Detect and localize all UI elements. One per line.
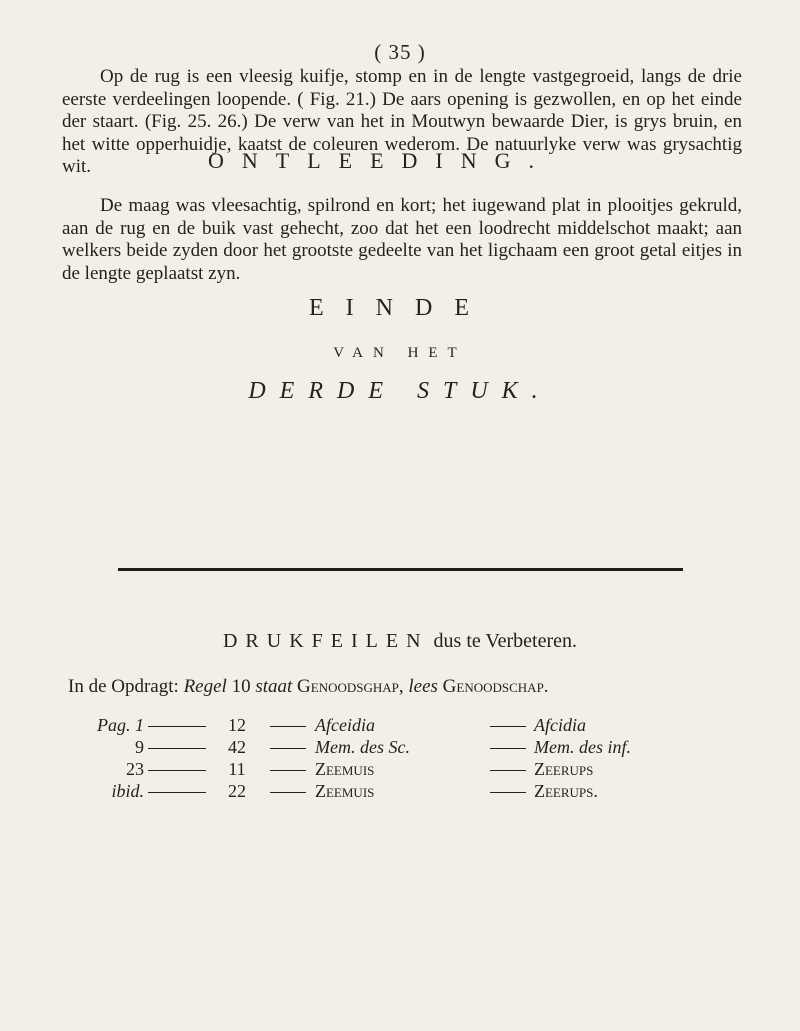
intro-regel: Regel (183, 676, 227, 697)
errata-wrong: Zeemuis (315, 781, 375, 801)
errata-row (0, 737, 800, 759)
intro-right: Genoodschap. (442, 676, 549, 697)
intro-wrong: Genoodsghap, (297, 676, 404, 697)
errata-intro (68, 676, 768, 698)
errata-line: 11 (228, 759, 246, 779)
end-title: EINDE (309, 295, 491, 321)
intro-staat: staat (255, 676, 293, 697)
intro-num: 10 (231, 676, 251, 697)
intro-lees: lees (408, 676, 438, 697)
end-subtitle: VAN HET (333, 345, 467, 361)
errata-right: Mem. des inf. (534, 737, 631, 757)
intro-label: In de Opdragt: (68, 676, 179, 697)
errata-title (0, 630, 800, 653)
errata-right: Zeerups (534, 759, 594, 779)
errata-wrong: Mem. des Sc. (315, 737, 410, 757)
errata-row (0, 715, 800, 737)
page-number: ( 35 ) (374, 40, 426, 64)
paragraph-dissection: De maag was vleesachtig, spilrond en kort; het iugewand plat in plooitjes gekruld, aan de rug en de buik vast gehecht, zoo dat het een loodrecht middelschot maakt; aan welkers beide zyden door het grootste gedeelte van het ligchaam een groot getal eitjes in de lengte geplaatst zyn. (62, 195, 742, 284)
errata-page: 23 (126, 759, 144, 779)
errata-right: Afcidia (534, 715, 586, 735)
end-part: DERDE STUK. (248, 378, 552, 404)
errata-page: ibid. (111, 781, 144, 801)
errata-line: 22 (228, 781, 246, 801)
paragraph-description: Op de rug is een vleesig kuifje, stomp en in de lengte vastgegroeid, langs de drie eerste verdeelingen loopende. ( Fig. 21.) De aars opening is gezwollen, en op het einde der staart. (Fig. 25. 26.) De verw van het in Moutwyn bewaarde Dier, is grys bruin, en het witte opperhuidje, kaatst de coleuren wederom. De natuurlyke verw was grysachtig wit. (62, 66, 742, 177)
errata-row (0, 781, 800, 803)
errata-title-main: DRUKFEILEN (222, 630, 429, 652)
errata-page: 9 (135, 737, 144, 757)
section-heading: ONTLEEDING. (207, 148, 553, 173)
errata-line: 12 (228, 715, 246, 735)
errata-wrong: Zeemuis (315, 759, 375, 779)
errata-page: Pag. 1 (97, 715, 144, 735)
errata-right: Zeerups. (534, 781, 598, 801)
errata-wrong: Afceidia (315, 715, 375, 735)
divider-rule (118, 568, 683, 571)
errata-line: 42 (228, 737, 246, 757)
errata-row (0, 759, 800, 781)
errata-title-rest: dus te Verbeteren. (433, 630, 577, 652)
